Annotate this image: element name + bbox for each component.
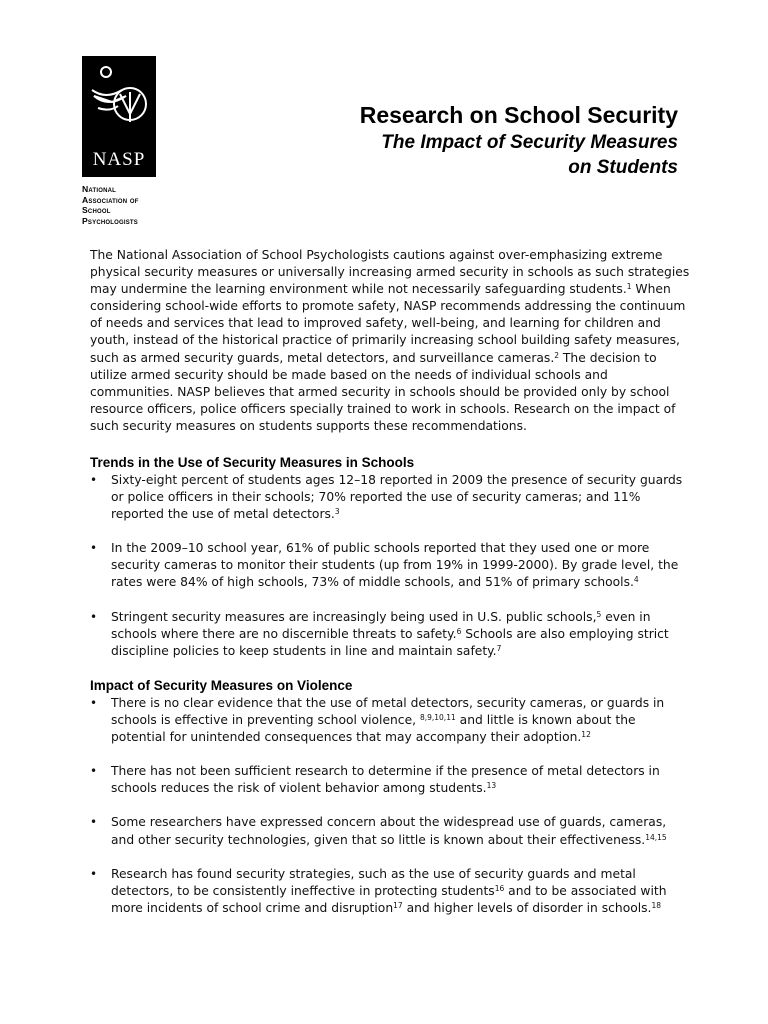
subtitle-line: The Impact of Security Measures (381, 132, 678, 153)
org-line: School (82, 205, 111, 215)
bullet-icon: • (90, 541, 98, 556)
footnote-ref: 1 (626, 282, 632, 292)
intro-text: When considering school-wide efforts to promote safety, NASP recommends addressing the continuum of needs and services that lead to improved safety, well-being, and learning for children and youth, instead of the historical practice of primarily increasing school building safety measures, such as armed security guards, metal detectors, and surveillance cameras. (90, 282, 686, 365)
list-item (90, 814, 690, 848)
page-title: Research on School Security (359, 102, 678, 128)
intro-text: The decision to utilize armed security should be made based on the needs of individual schools and communities. NASP believes that armed security in schools should be provided only by school resource officers, police officers specially trained to work in schools. Research on the impact of such security measures on students supports these recommendations. (90, 350, 676, 433)
bullet-icon: • (90, 866, 98, 881)
org-line: Psychologists (82, 215, 139, 226)
footnote-ref: 17 (393, 900, 403, 910)
intro-paragraph (90, 247, 690, 435)
footnote-ref: 12 (581, 730, 591, 740)
item-text: Sixty-eight percent of students ages 12–18 reported in 2009 the presence of security guards or police officers in their schools; 70% reported the use of security cameras; and 11% reported the use of metal detectors. (111, 473, 683, 522)
bullet-icon: • (90, 473, 98, 487)
item-text: There is no clear evidence that the use of metal detectors, security cameras, or guards in schools is effective in preventing school violence, (111, 696, 665, 728)
footnote-ref: 13 (486, 781, 497, 791)
footnote-ref: 18 (651, 900, 662, 910)
list-item (90, 763, 690, 797)
intro-text: The National Association of School Psychologists cautions against over-emphasizing extreme physical security measures or universally increasing armed security in schools as such strategies may undermine the learning environment while not necessarily safeguarding students. (90, 248, 690, 297)
item-text: In the 2009–10 school year, 61% of public schools reported that they used one or more security cameras to monitor their students (up from 19% in 1999-2000). By grade level, the rates were 84% of high schools, 73% of middle schools, and 51% of primary schools. (111, 541, 679, 590)
trends-list (90, 472, 690, 677)
item-text: and higher levels of disorder in schools. (402, 900, 652, 915)
item-text: and to be associated with more incidents of school crime and disruption (111, 883, 667, 915)
footnote-ref: 3 (334, 507, 340, 517)
bullet-icon: • (90, 696, 98, 710)
item-text: There has not been sufficient research to determine if the presence of metal detectors in schools reduces the risk of violent behavior among students. (111, 764, 660, 796)
item-text: Schools are also employing strict discipline policies to keep students in line and maintain safety. (111, 626, 669, 658)
footnote-ref: 5 (596, 609, 602, 619)
section-heading-violence: Impact of Security Measures on Violence (90, 678, 353, 693)
footnote-ref: 4 (633, 575, 639, 585)
bullet-icon: • (90, 764, 98, 779)
footnote-ref: 16 (494, 883, 505, 893)
violence-list (90, 695, 690, 934)
logo-text: NASP (92, 149, 146, 170)
list-item (90, 540, 690, 591)
footnote-ref: 2 (554, 350, 560, 360)
page-subtitle (278, 130, 678, 180)
org-line: National (82, 184, 117, 194)
subtitle-line: on Students (568, 157, 678, 178)
list-item (90, 866, 690, 917)
item-text: and little is known about the potential for unintended consequences that may accompany their adoption. (111, 713, 636, 745)
footnote-ref: 7 (496, 643, 502, 653)
list-item (90, 609, 690, 660)
item-text: Research has found security strategies, such as the use of security guards and metal detectors, to be consistently ineffective in protecting students (111, 866, 636, 898)
item-text: Some researchers have expressed concern about the widespread use of guards, cameras, and other security technologies, given that so little is known about their effectiveness. (111, 815, 667, 847)
bullet-icon: • (90, 609, 98, 624)
list-item (90, 695, 690, 746)
nasp-logo (82, 56, 156, 177)
item-text: Stringent security measures are increasingly being used in U.S. public schools, (111, 609, 597, 624)
org-name (82, 184, 202, 226)
bullet-icon: • (90, 815, 98, 830)
org-line: Association of (82, 194, 139, 205)
footnote-ref: 8,9,10,11 (419, 713, 456, 723)
footnote-ref: 14,15 (645, 832, 667, 842)
item-text: even in schools where there are no discernible threats to safety. (111, 609, 651, 641)
list-item (90, 472, 690, 523)
section-heading-trends: Trends in the Use of Security Measures in Schools (90, 455, 415, 470)
footnote-ref: 6 (456, 626, 462, 636)
